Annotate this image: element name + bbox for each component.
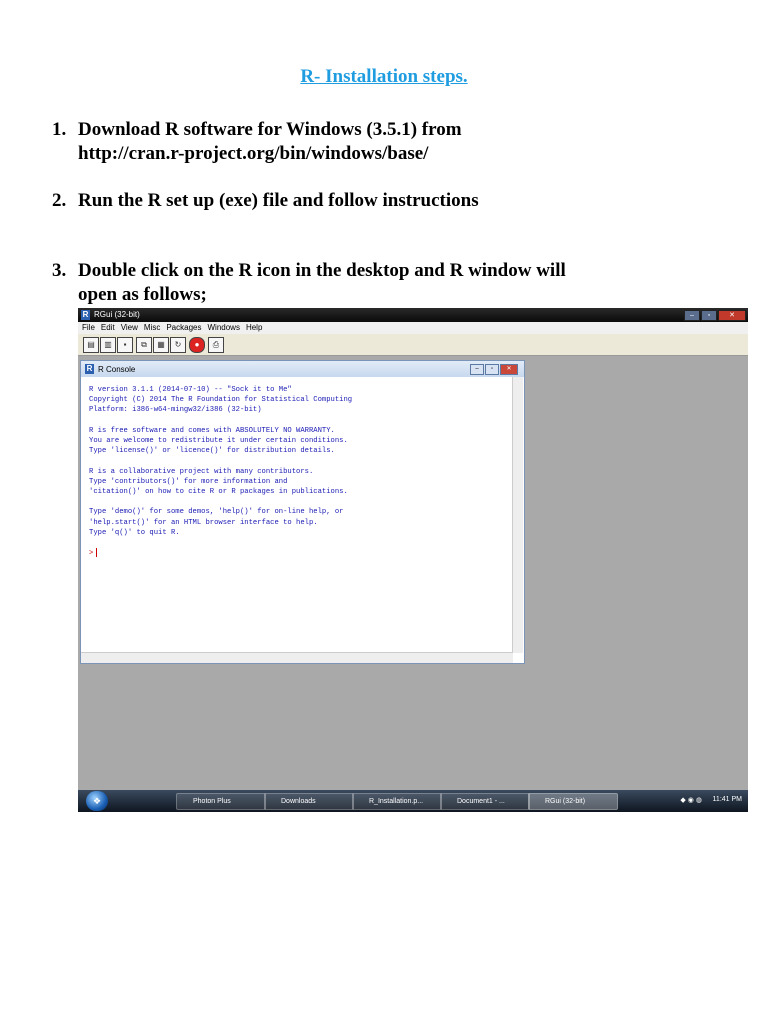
rgui-titlebar: [78, 308, 748, 322]
step-number: 3.: [52, 260, 67, 281]
rgui-window-title: RGui (32-bit): [94, 310, 140, 319]
r-console-window: [80, 360, 525, 664]
console-text: R version 3.1.1 (2014-07-10) -- "Sock it to Me" Copyright (C) 2014 The R Foundation for Statistical Computing Platform: i386-w64-mingw32/i386 (32-bit) R is free software and comes with ABSOLUTELY NO WARRANTY. You are welcome to redistribute it under certain conditions. Type 'license()' or 'licence()' for distribution details. R is a collaborative project with many contributors. Type 'contributors()' for more information and 'citation()' on how to cite R or R packages in publications. Type 'demo()' for some demos, 'help()' for on-line help, or 'help.start()' for an HTML browser interface to help. Type 'q()' to quit R.: [89, 386, 353, 537]
step-number: 1.: [52, 119, 67, 140]
r-logo-icon: R: [86, 364, 93, 373]
step-line: http://cran.r-project.org/bin/windows/base/: [78, 143, 429, 164]
console-titlebar: [81, 361, 524, 377]
menu-help[interactable]: Help: [245, 323, 263, 332]
print-icon[interactable]: ⎙: [208, 337, 224, 353]
menu-bar: [78, 322, 748, 334]
copy-icon[interactable]: ⧉: [136, 337, 152, 353]
taskbar-clock: 11:41 PM: [712, 796, 742, 803]
taskbar-item[interactable]: R_Installation.p...: [352, 793, 442, 810]
start-button[interactable]: ❖: [86, 791, 108, 811]
step-2: [52, 189, 612, 213]
horizontal-scrollbar[interactable]: [81, 652, 513, 663]
maximize-button[interactable]: ▫: [701, 310, 717, 321]
menu-file[interactable]: File: [82, 323, 95, 332]
console-prompt: >: [89, 549, 94, 558]
text-cursor: [96, 548, 97, 557]
console-minimize-button[interactable]: –: [470, 364, 484, 375]
menu-edit[interactable]: Edit: [100, 323, 115, 332]
paste-icon[interactable]: ▦: [153, 337, 169, 353]
vertical-scrollbar[interactable]: [512, 377, 523, 653]
save-icon[interactable]: ▪: [117, 337, 133, 353]
step-1: [52, 118, 612, 166]
rgui-screenshot: [78, 308, 748, 812]
close-button[interactable]: ✕: [718, 310, 746, 321]
step-3: [52, 259, 702, 307]
menu-windows[interactable]: Windows: [207, 323, 240, 332]
console-window-controls: [470, 364, 518, 375]
menu-packages[interactable]: Packages: [166, 323, 202, 332]
step-line: Double click on the R icon in the desktop and R window will: [78, 260, 566, 281]
step-line: open as follows;: [78, 284, 207, 305]
taskbar-item[interactable]: Document1 - ...: [440, 793, 530, 810]
window-controls: [684, 310, 746, 320]
stop-icon[interactable]: ●: [189, 337, 205, 353]
windows-taskbar: [78, 790, 748, 812]
menu-misc[interactable]: Misc: [143, 323, 161, 332]
taskbar-item[interactable]: Photon Plus: [176, 793, 266, 810]
menu-view[interactable]: View: [120, 323, 138, 332]
console-maximize-button[interactable]: ▫: [485, 364, 499, 375]
step-line: Run the R set up (exe) file and follow instructions: [78, 190, 479, 211]
taskbar-item[interactable]: Downloads: [264, 793, 354, 810]
system-tray-icons[interactable]: ◆◉◍: [680, 797, 704, 804]
open-script-icon[interactable]: ▤: [83, 337, 99, 353]
console-output[interactable]: [89, 385, 509, 647]
load-workspace-icon[interactable]: ▥: [100, 337, 116, 353]
minimize-button[interactable]: –: [684, 310, 700, 321]
console-close-button[interactable]: ✕: [500, 364, 518, 375]
copy-paste-icon[interactable]: ↻: [170, 337, 186, 353]
r-logo-icon: R: [82, 310, 89, 319]
taskbar-item[interactable]: RGui (32-bit): [528, 793, 618, 810]
console-title: R Console: [98, 365, 136, 374]
document-title: R- Installation steps.: [300, 66, 468, 87]
toolbar: [78, 334, 748, 356]
step-number: 2.: [52, 190, 67, 211]
step-line: Download R software for Windows (3.5.1) from: [78, 119, 462, 140]
